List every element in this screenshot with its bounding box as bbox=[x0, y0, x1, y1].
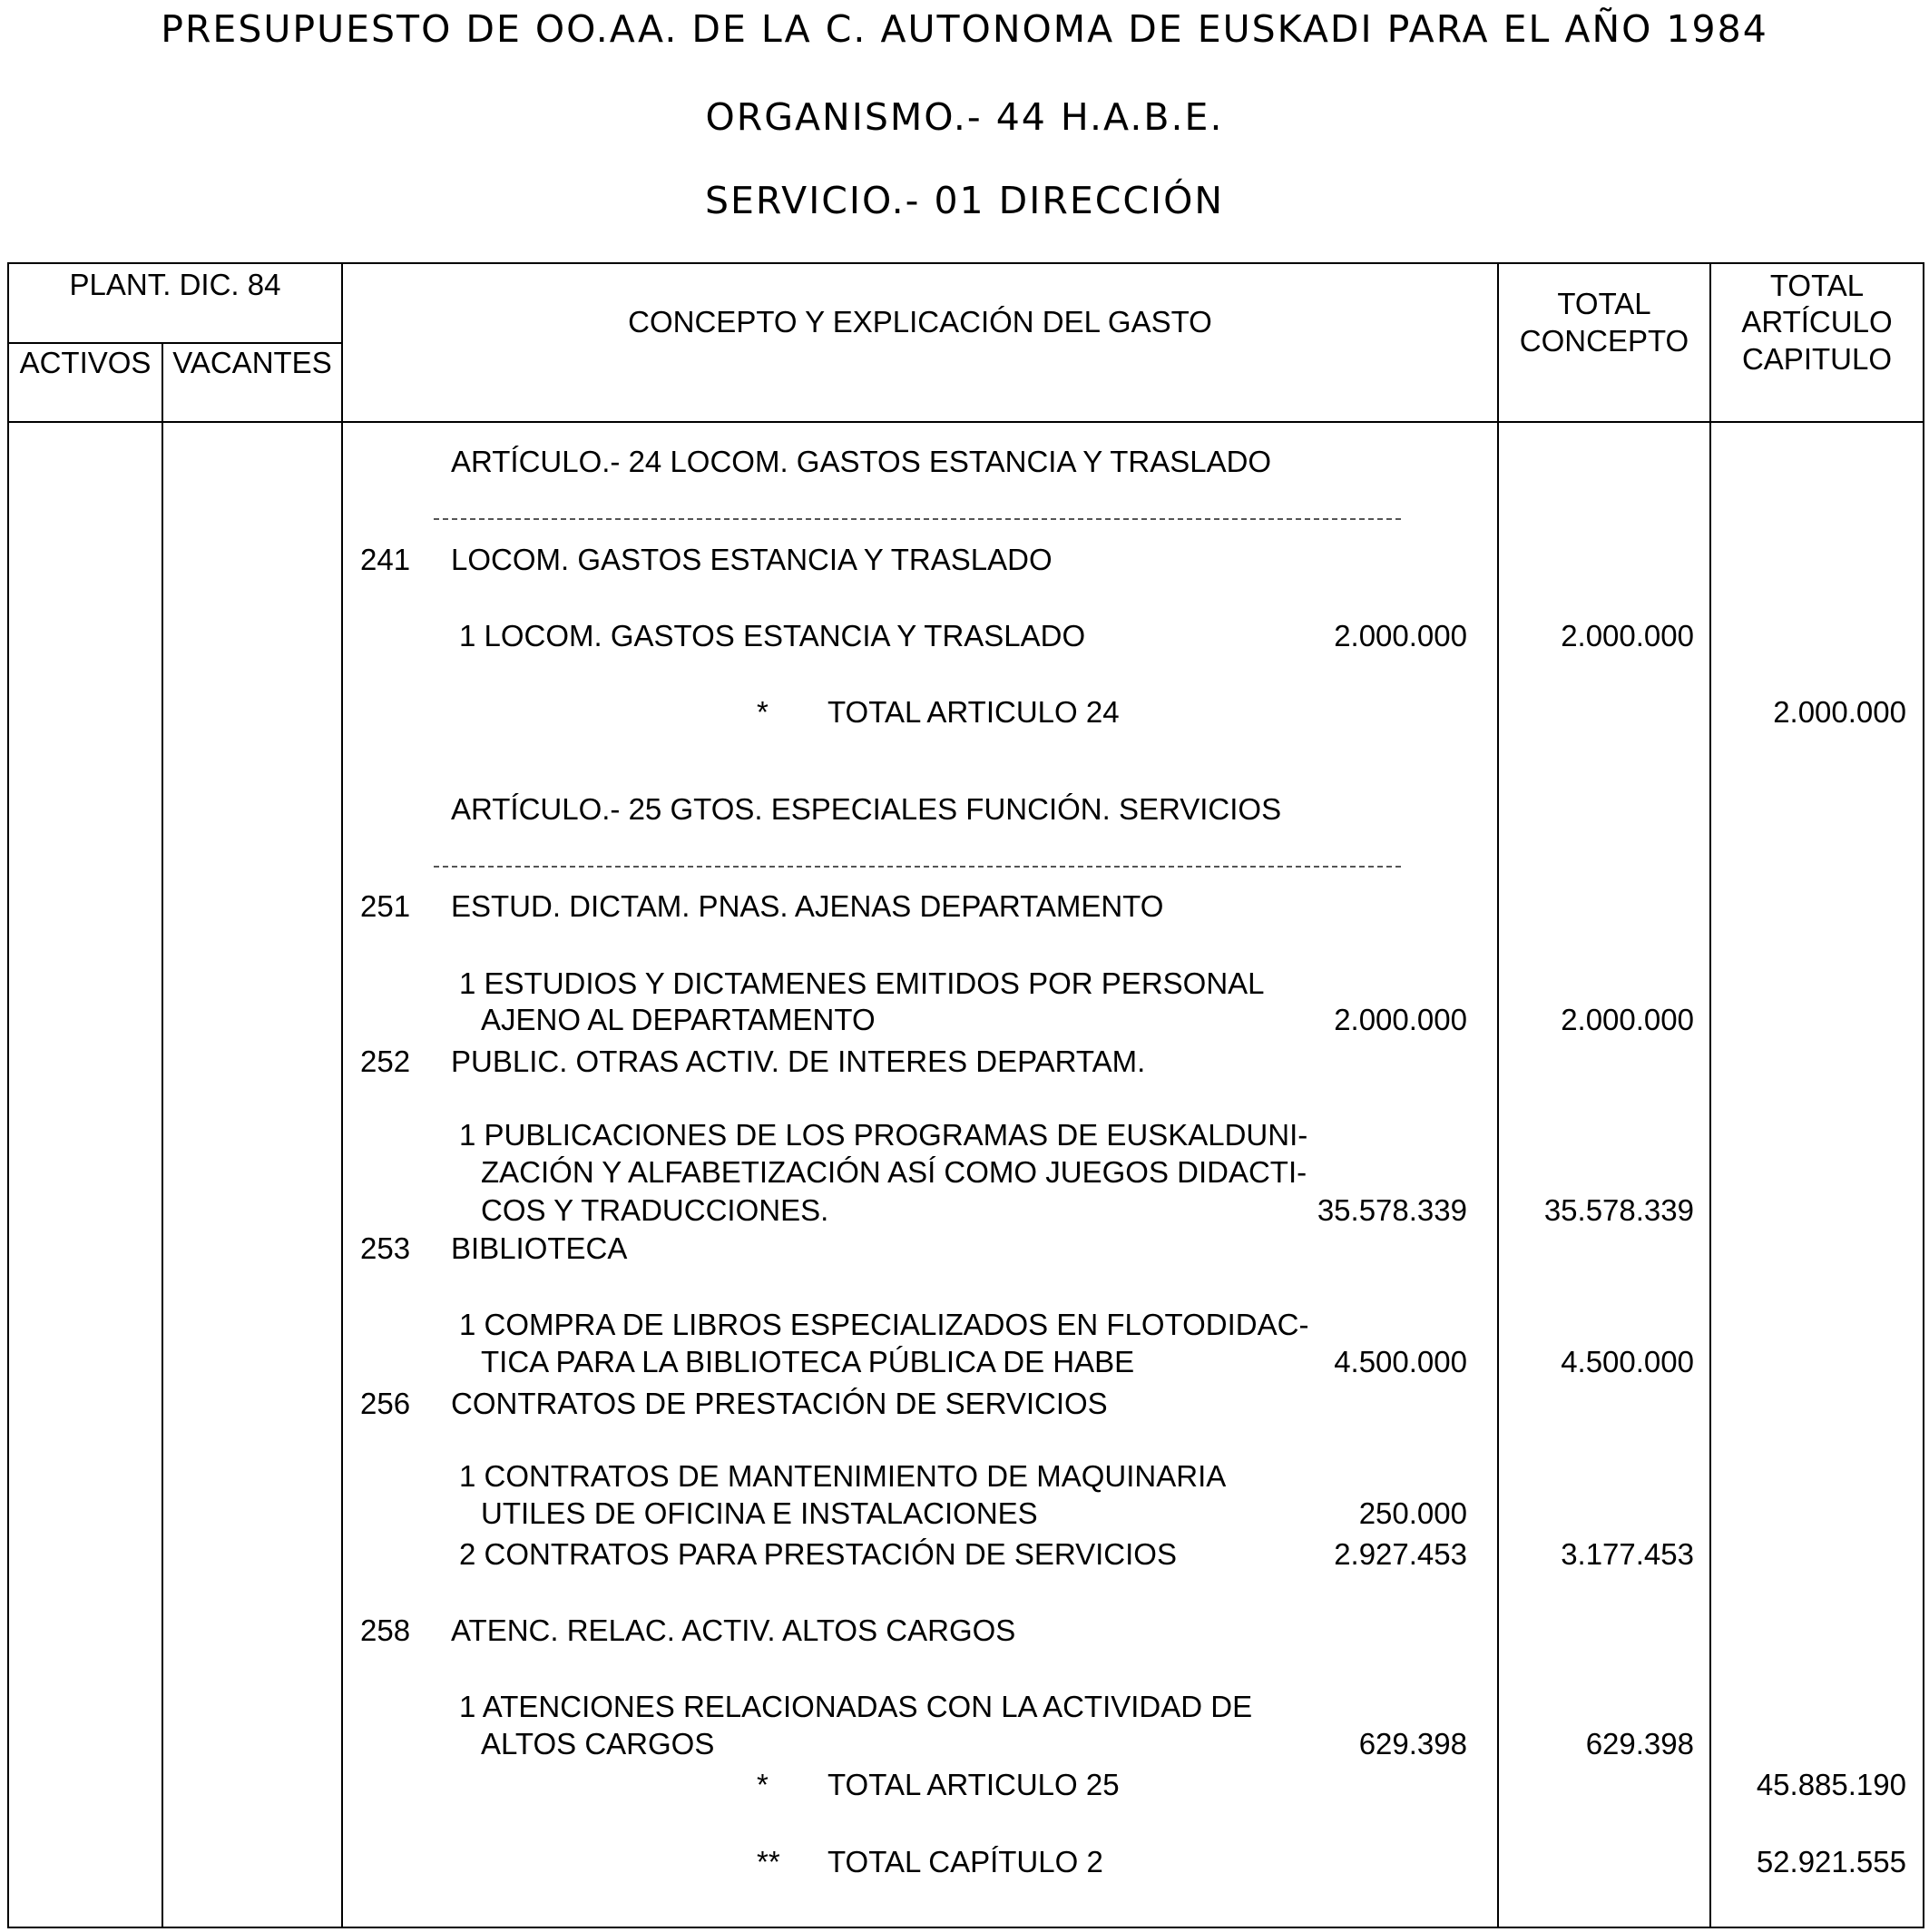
concept-251-title: ESTUD. DICTAM. PNAS. AJENAS DEPARTAMENTO bbox=[451, 889, 1164, 923]
concept-256-item-1-amount: 250.000 bbox=[1358, 1496, 1467, 1530]
total-articulo-header-line1: TOTAL bbox=[1769, 269, 1865, 302]
concept-252-item-1-line3: COS Y TRADUCCIONES. bbox=[481, 1193, 829, 1227]
plant-subheader-line bbox=[7, 342, 343, 344]
col-divider-vacantes bbox=[341, 262, 343, 1928]
concept-251-total: 2.000.000 bbox=[1561, 1003, 1694, 1036]
concept-256-item-1-line1: 1 CONTRATOS DE MANTENIMIENTO DE MAQUINARIA bbox=[459, 1459, 1227, 1493]
total-chapter-2-label: TOTAL CAPÍTULO 2 bbox=[827, 1845, 1103, 1878]
concept-251-code: 251 bbox=[360, 889, 411, 923]
concepto-header: CONCEPTO Y EXPLICACIÓN DEL GASTO bbox=[628, 305, 1212, 338]
article-24-title: ARTÍCULO.- 24 LOCOM. GASTOS ESTANCIA Y TRASLADO bbox=[451, 445, 1272, 478]
article-25-dashed-rule bbox=[434, 866, 1401, 868]
concept-258-total: 629.398 bbox=[1585, 1727, 1694, 1760]
article-24-dashed-rule bbox=[434, 518, 1401, 520]
col-divider-total-concepto bbox=[1709, 262, 1711, 1928]
header-separator bbox=[7, 421, 1924, 423]
concept-251-item-1-amount: 2.000.000 bbox=[1334, 1003, 1467, 1036]
total-concepto-header-line2: CONCEPTO bbox=[1519, 324, 1689, 358]
document-title: PRESUPUESTO DE OO.AA. DE LA C. AUTONOMA DE EUSKADI PARA EL AÑO 1984 bbox=[161, 7, 1768, 51]
concept-253-item-1-line2: TICA PARA LA BIBLIOTECA PÚBLICA DE HABE bbox=[481, 1345, 1135, 1378]
concept-256-item-2: 2 CONTRATOS PARA PRESTACIÓN DE SERVICIOS bbox=[459, 1537, 1177, 1571]
concept-241-total: 2.000.000 bbox=[1561, 619, 1694, 652]
table-border-left bbox=[7, 262, 9, 1928]
total-article-25-mark: * bbox=[757, 1768, 769, 1801]
concept-252-item-1-line2: ZACIÓN Y ALFABETIZACIÓN ASÍ COMO JUEGOS DIDACTI- bbox=[481, 1155, 1307, 1189]
concept-256-item-1-line2: UTILES DE OFICINA E INSTALACIONES bbox=[481, 1496, 1038, 1530]
table-border-bottom bbox=[7, 1927, 1924, 1928]
table-border-right bbox=[1923, 262, 1924, 1928]
concept-252-item-1-line1: 1 PUBLICACIONES DE LOS PROGRAMAS DE EUSKALDUNI- bbox=[459, 1118, 1308, 1152]
concept-241-title: LOCOM. GASTOS ESTANCIA Y TRASLADO bbox=[451, 543, 1053, 576]
concept-258-code: 258 bbox=[360, 1613, 411, 1647]
total-article-25-label: TOTAL ARTICULO 25 bbox=[827, 1768, 1120, 1801]
concept-256-item-2-amount: 2.927.453 bbox=[1334, 1537, 1467, 1571]
service-title: SERVICIO.- 01 DIRECCIÓN bbox=[704, 179, 1225, 222]
table-border-top bbox=[7, 262, 1924, 264]
concept-253-item-1-amount: 4.500.000 bbox=[1334, 1345, 1467, 1378]
concept-258-title: ATENC. RELAC. ACTIV. ALTOS CARGOS bbox=[451, 1613, 1016, 1647]
concept-253-total: 4.500.000 bbox=[1561, 1345, 1694, 1378]
article-25-title: ARTÍCULO.- 25 GTOS. ESPECIALES FUNCIÓN. SERVICIOS bbox=[451, 792, 1282, 826]
total-chapter-2-mark: ** bbox=[757, 1845, 780, 1878]
concept-258-item-1-line2: ALTOS CARGOS bbox=[481, 1727, 715, 1760]
col-divider-activos bbox=[162, 342, 163, 1928]
total-articulo-header-line3: CAPITULO bbox=[1741, 342, 1893, 376]
concept-241-item-1: 1 LOCOM. GASTOS ESTANCIA Y TRASLADO bbox=[459, 619, 1086, 652]
concept-256-title: CONTRATOS DE PRESTACIÓN DE SERVICIOS bbox=[451, 1387, 1108, 1420]
vacantes-header: VACANTES bbox=[172, 346, 332, 379]
activos-header: ACTIVOS bbox=[19, 346, 152, 379]
concept-253-title: BIBLIOTECA bbox=[451, 1231, 628, 1265]
concept-253-item-1-line1: 1 COMPRA DE LIBROS ESPECIALIZADOS EN FLOTODIDAC- bbox=[459, 1308, 1309, 1341]
total-articulo-header-line2: ARTÍCULO bbox=[1741, 305, 1893, 338]
organism-title: ORGANISMO.- 44 H.A.B.E. bbox=[705, 95, 1224, 139]
concept-256-code: 256 bbox=[360, 1387, 411, 1420]
concept-251-item-1-line2: AJENO AL DEPARTAMENTO bbox=[481, 1003, 876, 1036]
total-chapter-2-value: 52.921.555 bbox=[1756, 1845, 1906, 1878]
concept-258-item-1-line1: 1 ATENCIONES RELACIONADAS CON LA ACTIVIDAD DE bbox=[459, 1690, 1253, 1723]
concept-256-total: 3.177.453 bbox=[1561, 1537, 1694, 1571]
concept-252-item-1-amount: 35.578.339 bbox=[1317, 1193, 1467, 1227]
concept-252-total: 35.578.339 bbox=[1543, 1193, 1694, 1227]
total-article-24-value: 2.000.000 bbox=[1773, 695, 1906, 729]
concept-258-item-1-amount: 629.398 bbox=[1358, 1727, 1467, 1760]
concept-241-item-1-amount: 2.000.000 bbox=[1334, 619, 1467, 652]
concept-253-code: 253 bbox=[360, 1231, 411, 1265]
total-concepto-header-line1: TOTAL bbox=[1557, 287, 1651, 320]
col-divider-concepto bbox=[1497, 262, 1499, 1928]
total-article-24-mark: * bbox=[757, 695, 769, 729]
concept-241-code: 241 bbox=[360, 543, 411, 576]
total-article-25-value: 45.885.190 bbox=[1756, 1768, 1906, 1801]
concept-252-title: PUBLIC. OTRAS ACTIV. DE INTERES DEPARTAM. bbox=[451, 1044, 1146, 1078]
plant-header: PLANT. DIC. 84 bbox=[69, 268, 281, 301]
concept-251-item-1-line1: 1 ESTUDIOS Y DICTAMENES EMITIDOS POR PERSONAL bbox=[459, 966, 1265, 1000]
total-article-24-label: TOTAL ARTICULO 24 bbox=[827, 695, 1120, 729]
concept-252-code: 252 bbox=[360, 1044, 411, 1078]
